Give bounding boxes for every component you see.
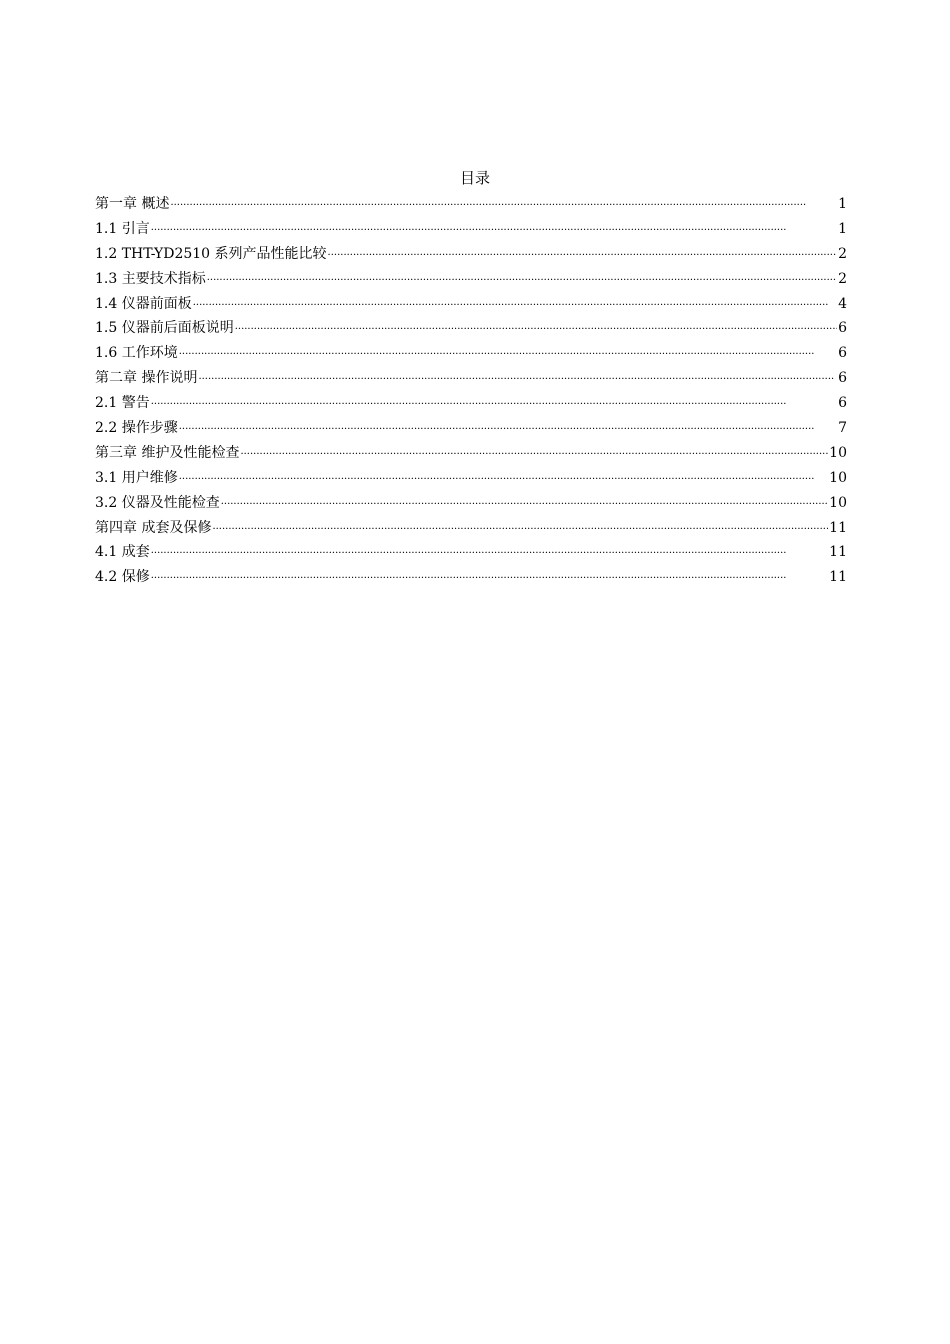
toc-entry-label: 第二章 操作说明 bbox=[95, 370, 198, 387]
toc-entry-page: 7 bbox=[838, 420, 847, 437]
toc-leader-dots bbox=[240, 445, 828, 465]
toc-title: 目录 bbox=[459, 169, 490, 187]
toc-entry-label: 1.6 工作环境 bbox=[95, 345, 178, 362]
toc-entry-label: 第四章 成套及保修 bbox=[95, 519, 212, 536]
toc-entry-label: 2.1 警告 bbox=[95, 395, 150, 412]
toc-entry[interactable] bbox=[95, 244, 847, 269]
toc-leader-dots bbox=[151, 221, 837, 241]
toc-entry[interactable] bbox=[95, 368, 847, 393]
toc-entry-page: 6 bbox=[838, 395, 847, 412]
toc-entry[interactable] bbox=[95, 318, 847, 343]
toc-leader-dots bbox=[207, 271, 837, 291]
toc-entry[interactable] bbox=[95, 294, 847, 319]
toc-entry-page: 10 bbox=[829, 444, 847, 461]
toc-entry-page: 6 bbox=[838, 370, 847, 387]
toc-list bbox=[95, 194, 847, 592]
toc-entry-label: 3.2 仪器及性能检查 bbox=[95, 494, 220, 511]
toc-entry-label: 4.1 成套 bbox=[95, 544, 150, 561]
toc-leader-dots bbox=[198, 370, 837, 390]
toc-entry-label: 3.1 用户维修 bbox=[95, 469, 178, 486]
toc-entry[interactable] bbox=[95, 269, 847, 294]
toc-entry-label: 1.2 THT-YD2510 系列产品性能比较 bbox=[95, 245, 327, 262]
toc-entry-page: 1 bbox=[838, 220, 847, 237]
toc-entry[interactable] bbox=[95, 219, 847, 244]
toc-leader-dots bbox=[212, 520, 828, 540]
toc-entry-page: 2 bbox=[838, 270, 847, 287]
toc-entry-label: 1.4 仪器前面板 bbox=[95, 295, 192, 312]
toc-entry[interactable] bbox=[95, 542, 847, 567]
toc-entry-label: 第一章 概述 bbox=[95, 196, 170, 212]
toc-entry-page: 11 bbox=[829, 569, 847, 586]
toc-entry[interactable] bbox=[95, 518, 847, 543]
toc-entry-page: 2 bbox=[838, 245, 847, 262]
toc-leader-dots bbox=[179, 420, 837, 440]
toc-entry[interactable] bbox=[95, 194, 847, 219]
toc-leader-dots bbox=[151, 544, 828, 564]
toc-entry-label: 1.3 主要技术指标 bbox=[95, 270, 206, 287]
toc-entry-page: 6 bbox=[838, 320, 847, 337]
toc-entry-page: 1 bbox=[838, 196, 847, 212]
toc-leader-dots bbox=[151, 395, 837, 415]
toc-entry-label: 4.2 保修 bbox=[95, 569, 150, 586]
toc-leader-dots bbox=[170, 196, 837, 216]
toc-entry-page: 11 bbox=[829, 519, 847, 536]
toc-entry[interactable] bbox=[95, 468, 847, 493]
toc-entry-page: 11 bbox=[829, 544, 847, 561]
toc-entry[interactable] bbox=[95, 443, 847, 468]
toc-leader-dots bbox=[221, 495, 828, 515]
toc-entry-page: 10 bbox=[829, 494, 847, 511]
toc-entry-label: 1.5 仪器前后面板说明 bbox=[95, 320, 234, 337]
toc-entry[interactable] bbox=[95, 393, 847, 418]
toc-entry-page: 10 bbox=[829, 469, 847, 486]
toc-entry-label: 2.2 操作步骤 bbox=[95, 420, 178, 437]
toc-entry-label: 1.1 引言 bbox=[95, 220, 150, 237]
toc-leader-dots bbox=[179, 470, 828, 490]
toc-entry-page: 6 bbox=[838, 345, 847, 362]
toc-entry-page: 4 bbox=[838, 295, 847, 312]
toc-leader-dots bbox=[193, 296, 837, 316]
toc-entry[interactable] bbox=[95, 567, 847, 592]
toc-entry-label: 第三章 维护及性能检查 bbox=[95, 444, 240, 461]
toc-leader-dots bbox=[179, 345, 837, 365]
toc-leader-dots bbox=[235, 320, 837, 340]
toc-entry[interactable] bbox=[95, 343, 847, 368]
toc-leader-dots bbox=[328, 246, 838, 266]
toc-entry[interactable] bbox=[95, 493, 847, 518]
toc-leader-dots bbox=[151, 569, 828, 589]
toc-entry[interactable] bbox=[95, 418, 847, 443]
